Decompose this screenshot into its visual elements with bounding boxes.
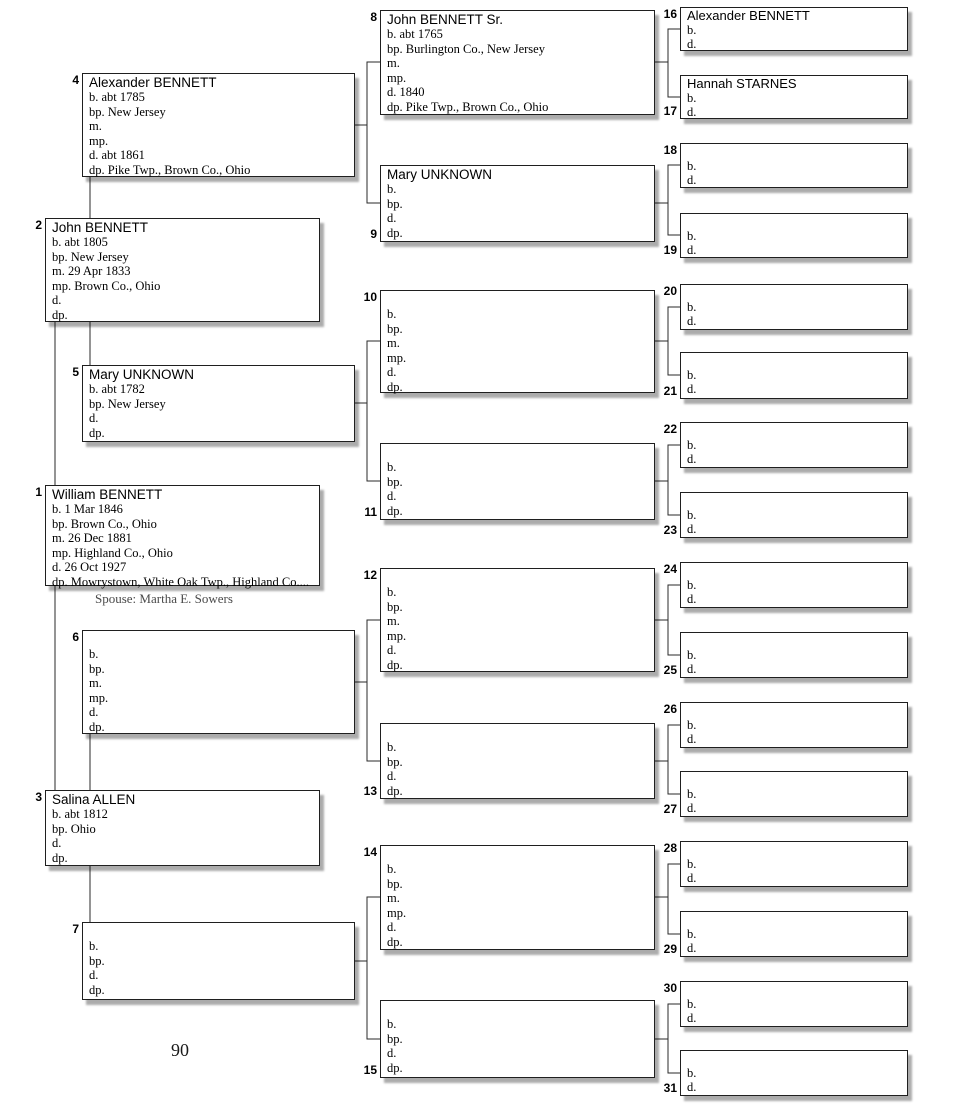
person-name: Mary UNKNOWN — [387, 167, 492, 182]
person-box-30 — [663, 981, 908, 1027]
detail-line: mp. — [387, 905, 407, 920]
detail-line: b. — [687, 300, 697, 314]
person-number: 8 — [370, 10, 377, 24]
detail-line: mp. — [387, 350, 407, 365]
detail-line: b. — [387, 1017, 397, 1031]
person-number: 13 — [363, 784, 377, 798]
person-number: 20 — [663, 284, 677, 298]
person-name — [687, 634, 905, 648]
detail-line: d. — [387, 211, 397, 226]
spouse-note: Spouse: Martha E. Sowers — [95, 591, 233, 606]
person-number: 24 — [663, 562, 677, 576]
detail-line: dp. — [387, 657, 403, 672]
detail-line: d. — [387, 920, 397, 935]
detail-line: d. — [687, 314, 697, 329]
detail-line: dp. Pike Twp., Brown Co., Ohio — [387, 99, 549, 114]
detail-line: bp. — [89, 661, 105, 676]
detail-line: d. — [687, 522, 697, 537]
detail-line: dp. — [52, 307, 68, 322]
person-number: 23 — [663, 523, 677, 537]
person-name: Salina ALLEN — [52, 792, 136, 807]
person-box-24 — [663, 562, 908, 608]
person-name: William BENNETT — [52, 487, 163, 502]
detail-line: b. — [687, 508, 697, 522]
detail-line: dp. — [387, 1060, 403, 1075]
detail-line: bp. — [387, 876, 403, 891]
detail-line: b. — [687, 997, 697, 1011]
detail-line: bp. Burlington Co., New Jersey — [387, 41, 545, 56]
detail-line: bp. — [387, 1031, 403, 1046]
person-box-29 — [663, 911, 908, 957]
person-box-1 — [35, 485, 320, 589]
person-number: 31 — [663, 1081, 677, 1095]
person-number: 29 — [663, 942, 677, 956]
detail-line: dp. Mowrystown, White Oak Twp., Highland Co.... — [52, 574, 309, 589]
person-name — [387, 445, 652, 460]
detail-line: d. 1840 — [387, 85, 425, 100]
detail-line: bp. — [387, 599, 403, 614]
detail-line: d. — [687, 243, 697, 258]
detail-line: m. — [387, 336, 400, 351]
detail-line: b. — [387, 307, 397, 321]
detail-line: dp. — [387, 379, 403, 394]
detail-line: b. — [387, 585, 397, 599]
person-box-20 — [663, 284, 908, 330]
person-number: 17 — [663, 104, 677, 118]
person-box-4 — [72, 73, 355, 177]
person-name — [687, 1052, 905, 1066]
person-box-21 — [663, 352, 908, 399]
detail-line: b. — [687, 648, 697, 662]
detail-line: b. — [687, 787, 697, 801]
person-number: 1 — [35, 485, 42, 499]
person-number: 25 — [663, 663, 677, 677]
detail-line: m. — [89, 676, 102, 691]
person-name — [89, 632, 352, 647]
person-box-17 — [663, 75, 908, 120]
detail-line: b. abt 1785 — [89, 90, 145, 104]
detail-line: bp. — [387, 754, 403, 769]
detail-line: b. — [687, 23, 697, 37]
detail-line: b. — [89, 939, 99, 953]
detail-line: mp. — [89, 133, 109, 148]
detail-line: d. — [387, 489, 397, 504]
person-number: 27 — [663, 802, 677, 816]
detail-line: b. — [687, 578, 697, 592]
detail-line: d. — [687, 662, 697, 677]
detail-line: bp. — [387, 474, 403, 489]
detail-line: dp. — [52, 850, 68, 865]
detail-line: bp. New Jersey — [52, 249, 129, 264]
person-box-15 — [363, 1000, 655, 1078]
person-box-31 — [663, 1050, 908, 1096]
detail-line: b. — [687, 718, 697, 732]
person-number: 18 — [663, 143, 677, 157]
detail-line: m. — [387, 614, 400, 629]
detail-line: d. — [687, 871, 697, 886]
person-name — [687, 983, 905, 997]
detail-line: d. — [687, 382, 697, 397]
person-name — [687, 704, 905, 718]
detail-line: bp. New Jersey — [89, 104, 166, 119]
detail-line: bp. New Jersey — [89, 396, 166, 411]
detail-line: d. 26 Oct 1927 — [52, 560, 127, 575]
detail-line: d. — [89, 411, 99, 426]
person-box-13 — [363, 723, 655, 799]
detail-line: d. — [687, 592, 697, 607]
person-name — [687, 773, 905, 787]
person-box-6 — [72, 630, 355, 734]
detail-line: dp. — [89, 425, 105, 440]
detail-line: b. — [387, 182, 397, 196]
detail-line: dp. — [89, 982, 105, 997]
detail-line: d. — [687, 1011, 697, 1026]
detail-line: mp. — [89, 690, 109, 705]
detail-line: b. abt 1812 — [52, 807, 108, 821]
detail-line: b. — [687, 1066, 697, 1080]
detail-line: b. — [687, 159, 697, 173]
detail-line: dp. — [387, 934, 403, 949]
person-box-7 — [72, 922, 355, 1000]
detail-line: d. — [387, 365, 397, 380]
person-name: Mary UNKNOWN — [89, 367, 194, 382]
detail-line: dp. Pike Twp., Brown Co., Ohio — [89, 162, 251, 177]
detail-line: b. abt 1805 — [52, 235, 108, 249]
detail-line: m. 26 Dec 1881 — [52, 531, 132, 546]
person-number: 21 — [663, 384, 677, 398]
detail-line: mp. Highland Co., Ohio — [52, 545, 173, 560]
detail-line: b. — [387, 460, 397, 474]
person-name — [687, 354, 905, 368]
person-box-2 — [35, 218, 320, 322]
detail-line: m. — [387, 56, 400, 71]
detail-line: m. — [89, 119, 102, 134]
detail-line: d. — [52, 293, 62, 308]
detail-line: d. — [687, 941, 697, 956]
detail-line: mp. Brown Co., Ohio — [52, 278, 161, 293]
detail-line: bp. — [89, 953, 105, 968]
person-name: John BENNETT Sr. — [387, 12, 504, 27]
detail-line: d. — [387, 769, 397, 784]
person-number: 14 — [363, 845, 377, 859]
person-box-27 — [663, 771, 908, 817]
person-number: 15 — [363, 1063, 377, 1077]
detail-line: b. — [89, 647, 99, 661]
person-number: 4 — [72, 73, 79, 87]
detail-line: d. — [687, 801, 697, 816]
detail-line: d. abt 1861 — [89, 148, 145, 163]
person-number: 5 — [72, 365, 79, 379]
person-number: 30 — [663, 981, 677, 995]
detail-line: bp. — [387, 196, 403, 211]
person-box-3 — [35, 790, 320, 866]
detail-line: m. — [387, 891, 400, 906]
person-name — [687, 424, 905, 438]
detail-line: b. — [687, 438, 697, 452]
person-number: 3 — [35, 790, 42, 804]
person-box-9 — [370, 165, 655, 242]
detail-line: d. — [687, 452, 697, 467]
person-box-12 — [363, 568, 655, 672]
person-box-5 — [72, 365, 355, 442]
detail-line: b. — [687, 857, 697, 871]
detail-line: mp. — [387, 70, 407, 85]
person-number: 26 — [663, 702, 677, 716]
detail-line: d. — [387, 643, 397, 658]
person-name: John BENNETT — [52, 220, 149, 235]
person-number: 11 — [364, 505, 377, 519]
detail-line: d. — [687, 1080, 697, 1095]
person-name — [387, 570, 652, 585]
person-box-23 — [663, 492, 908, 538]
detail-line: d. — [89, 968, 99, 983]
detail-line: d. — [387, 1046, 397, 1061]
detail-line: mp. — [387, 628, 407, 643]
detail-line: d. — [52, 836, 62, 851]
person-name — [387, 847, 652, 862]
detail-line: d. — [687, 173, 697, 188]
person-name — [687, 564, 905, 578]
detail-line: dp. — [89, 719, 105, 734]
person-name: Hannah STARNES — [687, 77, 797, 91]
person-name: Alexander BENNETT — [89, 75, 217, 90]
person-number: 16 — [663, 7, 677, 21]
person-number: 6 — [72, 630, 79, 644]
detail-line: bp. — [387, 321, 403, 336]
person-name — [687, 913, 905, 927]
detail-line: b. — [687, 368, 697, 382]
person-number: 12 — [363, 568, 377, 582]
detail-line: b. 1 Mar 1846 — [52, 502, 123, 516]
person-number: 22 — [663, 422, 677, 436]
person-name — [387, 725, 652, 740]
detail-line: b. — [687, 91, 697, 105]
detail-line: d. — [687, 732, 697, 747]
person-number: 2 — [35, 218, 42, 232]
person-name: Alexander BENNETT — [687, 9, 810, 23]
person-box-25 — [663, 632, 908, 678]
person-name — [387, 292, 652, 307]
person-name — [687, 145, 905, 159]
person-box-10 — [363, 290, 655, 394]
detail-line: d. — [687, 105, 697, 120]
detail-line: d. — [89, 705, 99, 720]
person-number: 10 — [363, 290, 377, 304]
person-box-19 — [663, 213, 908, 258]
person-box-18 — [663, 143, 908, 188]
detail-line: bp. Ohio — [52, 821, 96, 836]
person-box-8 — [370, 10, 655, 115]
detail-line: b. — [387, 740, 397, 754]
person-box-22 — [663, 422, 908, 468]
person-number: 7 — [72, 922, 79, 936]
person-name — [687, 286, 905, 300]
detail-line: b. — [387, 862, 397, 876]
person-name — [687, 494, 905, 508]
detail-line: b. abt 1782 — [89, 382, 145, 396]
person-name — [687, 215, 905, 229]
person-box-11 — [364, 443, 655, 520]
detail-line: dp. — [387, 225, 403, 240]
person-number: 19 — [663, 243, 677, 257]
person-box-28 — [663, 841, 908, 887]
person-box-14 — [363, 845, 655, 950]
detail-line: d. — [687, 37, 697, 52]
person-name — [387, 1002, 652, 1017]
person-number: 28 — [663, 841, 677, 855]
person-box-26 — [663, 702, 908, 748]
person-box-16 — [663, 7, 908, 52]
detail-line: b. — [687, 229, 697, 243]
person-name — [687, 843, 905, 857]
page-number: 90 — [171, 1040, 189, 1060]
detail-line: dp. — [387, 783, 403, 798]
detail-line: b. — [687, 927, 697, 941]
detail-line: b. abt 1765 — [387, 27, 443, 41]
detail-line: m. 29 Apr 1833 — [52, 264, 131, 279]
detail-line: bp. Brown Co., Ohio — [52, 516, 157, 531]
person-name — [89, 924, 352, 939]
detail-line: dp. — [387, 503, 403, 518]
person-number: 9 — [370, 227, 377, 241]
